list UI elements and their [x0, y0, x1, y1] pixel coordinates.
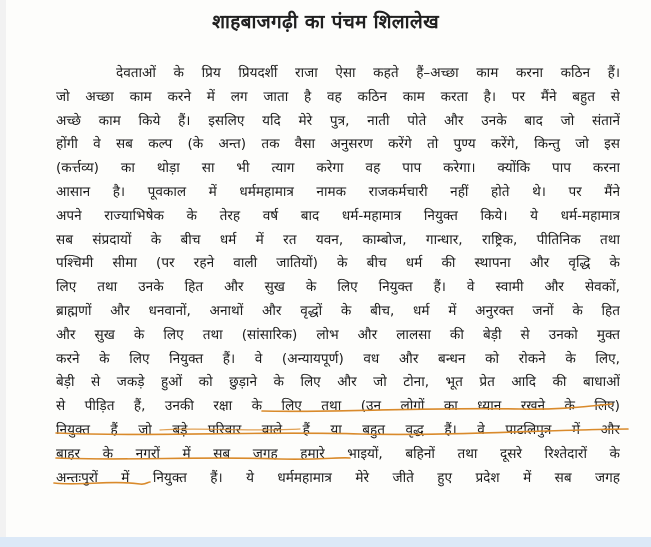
text-line: से पीड़ित हैं, उनकी रक्षा के लिए तथा (उन लोगों का ध्यान रखने के लिए)	[56, 398, 620, 415]
text-line: अन्तःपुरों में नियुक्त हैं। ये धर्ममहामात्र मेरे जीते हुए प्रदेश में सब जगह	[56, 469, 620, 486]
text-line: सब संप्रदायों के बीच धर्म में रत यवन, काम्बोज, गान्धार, राष्ट्रिक, पीतिनिक तथा	[56, 231, 620, 248]
text-line: होंगी वे सब कल्प (के अन्त) तक वैसा अनुसरण करेंगे तो पुण्य करेंगे, किन्तु जो इस	[56, 136, 620, 153]
text-line: लिए तथा उनके हित और सुख के लिए नियुक्त हैं। वे स्वामी और सेवकों,	[56, 279, 620, 296]
text-line: करने के लिए नियुक्त हैं। वे (अन्यायपूर्ण) वध और बन्धन को रोकने के लिए,	[56, 350, 620, 367]
page-title: शाहबाजगढ़ी का पंचम शिलालेख	[212, 11, 439, 33]
text-line: बेड़ी से जकड़े हुओं को छुड़ाने के लिए और जो टोना, भूत प्रेत आदि की बाधाओं	[56, 374, 620, 391]
window-bottom-band	[0, 537, 651, 547]
text-line: नियुक्त हैं जो बड़े परिवार वाले हैं या बहुत वृद्ध हैं। वे पाटलिपुत्र में और	[56, 421, 620, 438]
page-edge	[0, 0, 6, 547]
text-line: देवताओं के प्रिय प्रियदर्शी राजा ऐसा कहते हैं–अच्छा काम करना कठिन हैं।	[116, 65, 620, 81]
text-line: अच्छे काम किये हैं। इसलिए यदि मेरे पुत्र, नाती पोते और उनके बाद जो संतानें	[56, 112, 620, 129]
text-line: ब्राह्मणों और धनवानों, अनाथों और वृद्धों के बीच, धर्म में अनुरक्त जनों के हित	[56, 302, 620, 319]
text-line: बाहर के नगरों में सब जगह हमारे भाइयों, बहिनों तथा दूसरे रिश्तेदारों के	[56, 445, 620, 462]
text-line: आसान है। पूवकाल में धर्ममहामात्र नामक राजकर्मचारी नहीं होते थे। पर मैंने	[56, 183, 620, 200]
text-line: (कर्त्तव्य) का थोड़ा सा भी त्याग करेगा वह पाप करेगा। क्योंकि पाप करना	[56, 160, 620, 177]
inscription-text	[56, 62, 620, 490]
text-line: अपने राज्याभिषेक के तेरह वर्ष बाद धर्म-महामात्र नियुक्त किये। ये धर्म-महामात्र	[56, 207, 620, 224]
text-line: और सुख के लिए तथा (सांसारिक) लोभ और लालसा की बेड़ी से उनको मुक्त	[56, 326, 620, 343]
text-line: पश्चिमी सीमा (पर रहने वाली जातियों) के बीच धर्म की स्थापना और वृद्धि के	[56, 255, 620, 272]
text-line: जो अच्छा काम करने में लग जाता है वह कठिन काम करता है। पर मैंने बहुत से	[56, 88, 620, 105]
